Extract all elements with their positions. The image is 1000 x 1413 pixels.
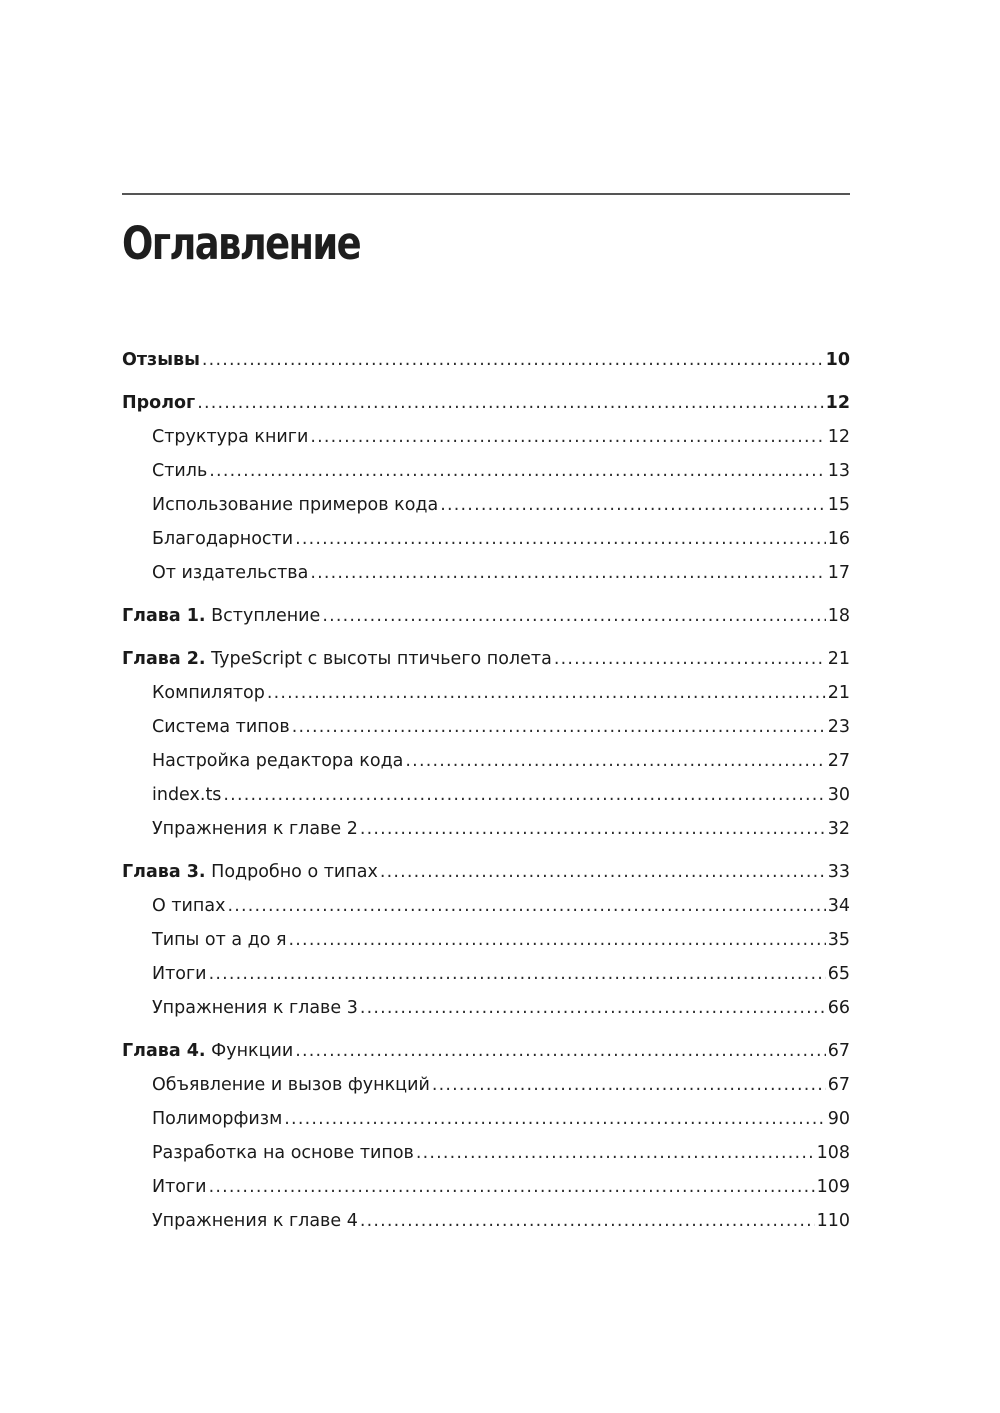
- toc-entry-label: Компилятор: [152, 683, 265, 703]
- toc-entry-title: [152, 778, 221, 812]
- toc-entry-title: [152, 744, 403, 778]
- toc-section-entry[interactable]: [122, 676, 850, 710]
- toc-entry-title: [122, 599, 320, 633]
- page-number: 65: [827, 964, 850, 984]
- chapter-number: Глава 4.: [122, 1041, 206, 1061]
- toc-entry-label: Структура книги: [152, 427, 309, 447]
- toc-entry-title: [152, 1170, 207, 1204]
- toc-section-entry[interactable]: [122, 1204, 850, 1238]
- toc-entry-title: [152, 454, 207, 488]
- page-number: 33: [827, 862, 850, 882]
- toc-entry-label: Типы от a до я: [152, 930, 287, 950]
- toc-entry-label: TypeScript с высоты птичьего полета: [211, 649, 552, 669]
- page-number: 90: [827, 1109, 850, 1129]
- toc-entry-title: [152, 812, 358, 846]
- dot-leader: [209, 957, 826, 991]
- page-number: 12: [825, 393, 850, 413]
- toc-section-entry[interactable]: [122, 420, 850, 454]
- dot-leader: [267, 676, 826, 710]
- dot-leader: [322, 599, 825, 633]
- dot-leader: [295, 1034, 825, 1068]
- toc-section-entry[interactable]: [122, 556, 850, 590]
- toc-section-entry[interactable]: [122, 1068, 850, 1102]
- toc-entry-title: [152, 710, 290, 744]
- toc-section-entry[interactable]: [122, 522, 850, 556]
- dot-leader: [360, 1204, 815, 1238]
- page-number: 12: [827, 427, 850, 447]
- page-number: 110: [816, 1211, 850, 1231]
- toc-entry-title: [122, 386, 195, 420]
- toc-section-entry[interactable]: [122, 1170, 850, 1204]
- page-number: 30: [827, 785, 850, 805]
- toc-entry-label: Упражнения к главе 2: [152, 819, 358, 839]
- toc-section-entry[interactable]: [122, 744, 850, 778]
- toc-group: [122, 642, 850, 846]
- dot-leader: [360, 812, 826, 846]
- toc-section-entry[interactable]: [122, 488, 850, 522]
- chapter-number: Глава 1.: [122, 606, 206, 626]
- page-number: 108: [816, 1143, 850, 1163]
- toc-entry-title: [152, 957, 207, 991]
- chapter-number: Глава 2.: [122, 649, 206, 669]
- dot-leader: [554, 642, 826, 676]
- dot-leader: [310, 556, 825, 590]
- toc-chapter-entry[interactable]: [122, 855, 850, 889]
- toc-entry-title: [122, 343, 200, 377]
- toc-chapter-entry[interactable]: [122, 599, 850, 633]
- page-title: Оглавление: [122, 217, 360, 270]
- toc-entry-title: [152, 923, 287, 957]
- toc-entry-label: О типах: [152, 896, 226, 916]
- page-number: 109: [816, 1177, 850, 1197]
- dot-leader: [360, 991, 826, 1025]
- toc-entry-title: [152, 1204, 358, 1238]
- page-number: 21: [827, 683, 850, 703]
- toc-section-entry[interactable]: [122, 812, 850, 846]
- page-number: 67: [827, 1075, 850, 1095]
- toc-entry-title: [152, 1136, 414, 1170]
- dot-leader: [380, 855, 826, 889]
- toc-section-entry[interactable]: [122, 923, 850, 957]
- toc-entry-title: [122, 1034, 293, 1068]
- toc-entry-label: Использование примеров кода: [152, 495, 439, 515]
- toc-section-entry[interactable]: [122, 957, 850, 991]
- toc-entry-label: Пролог: [122, 393, 196, 413]
- toc-group: [122, 386, 850, 590]
- toc-entry-title: [122, 642, 552, 676]
- toc-entry-label: Объявление и вызов функций: [152, 1075, 430, 1095]
- top-rule: [122, 193, 850, 195]
- page-number: 23: [827, 717, 850, 737]
- toc-section-entry[interactable]: [122, 991, 850, 1025]
- toc-entry-title: [152, 1102, 282, 1136]
- toc-chapter-entry[interactable]: [122, 343, 850, 377]
- dot-leader: [197, 386, 823, 420]
- dot-leader: [432, 1068, 826, 1102]
- toc-section-entry[interactable]: [122, 1136, 850, 1170]
- toc-chapter-entry[interactable]: [122, 642, 850, 676]
- toc-entry-title: [152, 488, 438, 522]
- page-number: 16: [827, 529, 850, 549]
- toc-section-entry[interactable]: [122, 778, 850, 812]
- dot-leader: [284, 1102, 825, 1136]
- dot-leader: [209, 454, 825, 488]
- toc-entry-title: [152, 556, 308, 590]
- toc-page: [122, 193, 850, 1231]
- page-number: 13: [827, 461, 850, 481]
- page-number: 15: [827, 495, 850, 515]
- page-number: 17: [827, 563, 850, 583]
- toc-entry-label: index.ts: [152, 785, 222, 805]
- page-number: 10: [825, 350, 850, 370]
- dot-leader: [227, 889, 825, 923]
- toc-entry-label: Стиль: [152, 461, 208, 481]
- toc-entry-title: [152, 420, 308, 454]
- toc-entry-label: Благодарности: [152, 529, 294, 549]
- toc-group: [122, 599, 850, 633]
- toc-section-entry[interactable]: [122, 1102, 850, 1136]
- toc-entry-title: [152, 991, 358, 1025]
- toc-section-entry[interactable]: [122, 454, 850, 488]
- toc-entry-title: [152, 889, 225, 923]
- dot-leader: [209, 1170, 815, 1204]
- toc-entry-label: Упражнения к главе 4: [152, 1211, 358, 1231]
- toc-section-entry[interactable]: [122, 889, 850, 923]
- toc-entry-label: Настройка редактора кода: [152, 751, 404, 771]
- toc-entry-label: Система типов: [152, 717, 290, 737]
- toc-group: [122, 855, 850, 1025]
- page-number: 18: [827, 606, 850, 626]
- toc-entry-label: Итоги: [152, 964, 207, 984]
- dot-leader: [289, 923, 826, 957]
- toc-entry-title: [122, 855, 378, 889]
- toc-entry-title: [152, 1068, 430, 1102]
- toc-entry-label: Итоги: [152, 1177, 207, 1197]
- toc-section-entry[interactable]: [122, 710, 850, 744]
- page-number: 21: [827, 649, 850, 669]
- toc-chapter-entry[interactable]: [122, 386, 850, 420]
- dot-leader: [292, 710, 826, 744]
- toc-entry-label: Полиморфизм: [152, 1109, 283, 1129]
- toc-entry-label: Отзывы: [122, 350, 200, 370]
- toc-entry-label: Упражнения к главе 3: [152, 998, 358, 1018]
- page-number: 27: [827, 751, 850, 771]
- page-number: 34: [827, 896, 850, 916]
- dot-leader: [295, 522, 826, 556]
- dot-leader: [310, 420, 825, 454]
- page-number: 67: [827, 1041, 850, 1061]
- toc-entry-title: [152, 522, 293, 556]
- dot-leader: [416, 1136, 815, 1170]
- chapter-number: Глава 3.: [122, 862, 206, 882]
- dot-leader: [202, 343, 824, 377]
- page-number: 35: [827, 930, 850, 950]
- toc-entry-label: Функции: [211, 1041, 294, 1061]
- dot-leader: [223, 778, 825, 812]
- toc-chapter-entry[interactable]: [122, 1034, 850, 1068]
- dot-leader: [405, 744, 825, 778]
- toc-entry-label: Подробно о типах: [211, 862, 378, 882]
- page-number: 32: [827, 819, 850, 839]
- dot-leader: [440, 488, 825, 522]
- toc-group: [122, 343, 850, 377]
- table-of-contents: [122, 343, 850, 1247]
- toc-entry-label: Разработка на основе типов: [152, 1143, 414, 1163]
- toc-entry-title: [152, 676, 265, 710]
- toc-group: [122, 1034, 850, 1238]
- toc-entry-label: Вступление: [211, 606, 321, 626]
- page-number: 66: [827, 998, 850, 1018]
- toc-entry-label: От издательства: [152, 563, 309, 583]
